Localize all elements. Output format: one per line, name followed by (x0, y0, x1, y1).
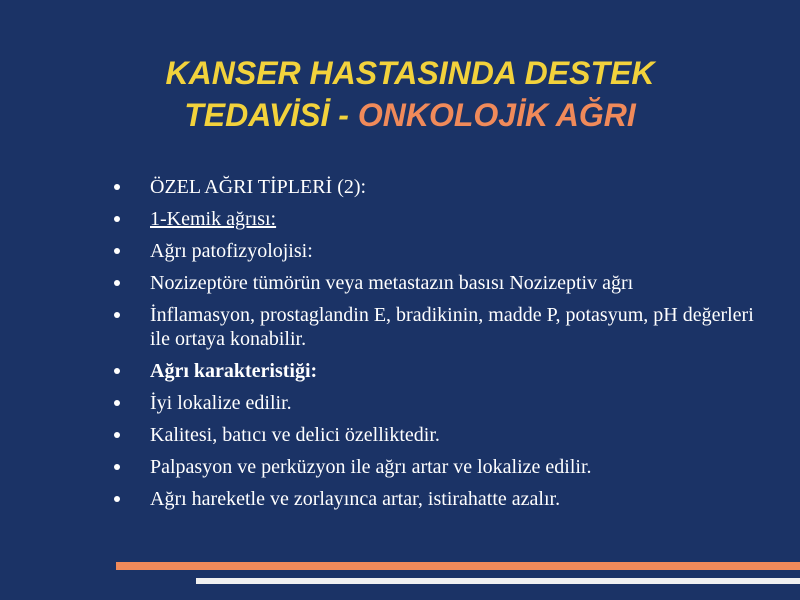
bullet-text: Kalitesi, batıcı ve delici özelliktedir. (150, 424, 440, 446)
title-line-2-accent: ONKOLOJİK AĞRI (357, 97, 636, 133)
bullet-item (114, 455, 774, 479)
bullet-text: Ağrı karakteristiği: (150, 360, 318, 382)
bullet-dot-icon (114, 496, 120, 502)
bullet-text: ÖZEL AĞRI TİPLERİ (2): (150, 176, 367, 198)
bullet-text: 1-Kemik ağrısı: (150, 208, 277, 230)
bullet-item (114, 423, 774, 447)
bullet-item (114, 271, 774, 295)
bullet-dot-icon (114, 216, 120, 222)
title-line-1: KANSER HASTASINDA DESTEK (165, 55, 655, 91)
bullet-item (114, 359, 774, 383)
bullet-text: Ağrı patofizyolojisi: (150, 240, 313, 262)
bullet-text: İnflamasyon, prostaglandin E, bradikinin, madde P, potasyum, pH değerleri ile ortaya konabilir. (150, 304, 754, 350)
bullet-item (114, 487, 774, 511)
decorative-stripe-orange (116, 562, 800, 570)
bullet-dot-icon (114, 368, 120, 374)
bullet-dot-icon (114, 464, 120, 470)
bullet-text: İyi lokalize edilir. (150, 392, 292, 414)
title-line-2-prefix: TEDAVİSİ - (184, 97, 358, 133)
bullet-dot-icon (114, 248, 120, 254)
decorative-stripe-white (196, 578, 800, 584)
bullet-dot-icon (114, 400, 120, 406)
bullet-dot-icon (114, 280, 120, 286)
bullet-dot-icon (114, 184, 120, 190)
bullet-dot-icon (114, 312, 120, 318)
bullet-text: Palpasyon ve perküzyon ile ağrı artar ve lokalize edilir. (150, 456, 592, 478)
bullet-text: Nozizeptöre tümörün veya metastazın basısı Nozizeptiv ağrı (150, 272, 634, 294)
bullet-item (114, 391, 774, 415)
slide-title (60, 52, 760, 136)
bullet-dot-icon (114, 432, 120, 438)
bullet-text: Ağrı hareketle ve zorlayınca artar, istirahatte azalır. (150, 488, 561, 510)
bullet-list (114, 175, 774, 519)
bullet-item (114, 207, 774, 231)
bullet-item (114, 239, 774, 263)
bullet-item (114, 175, 774, 199)
bullet-item (114, 303, 774, 351)
